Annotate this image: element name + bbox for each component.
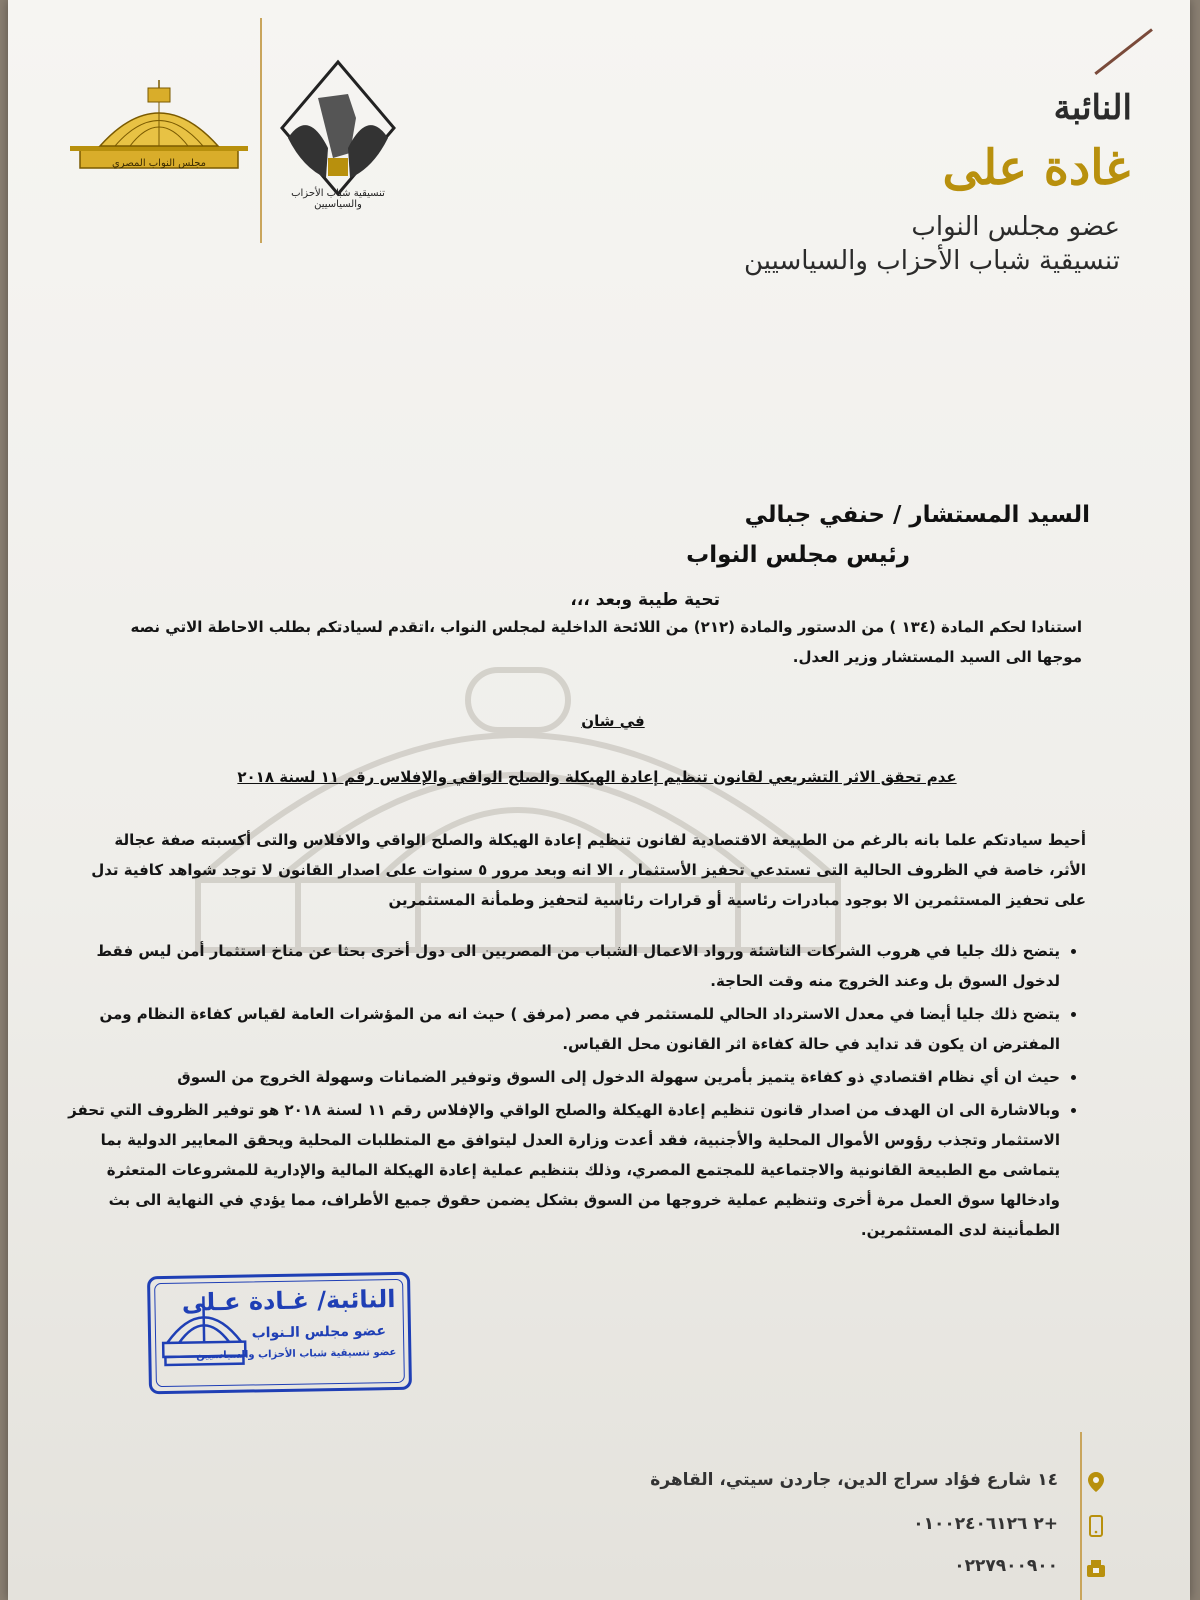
- telephone-icon: [1084, 1556, 1108, 1580]
- subject-title: عدم تحقق الاثر التشريعي لقانون تنظيم إعادة الهيكلة والصلح الواقي والإفلاس رقم ١١ لسنة ٢٠١٨: [237, 768, 957, 786]
- header-title: النائبة: [1053, 88, 1132, 128]
- organization-line: تنسيقية شباب الأحزاب والسياسيين: [744, 246, 1120, 276]
- list-item: • حيث ان أي نظام اقتصادي ذو كفاءة يتميز بأمرين سهولة الدخول إلى السوق وتوفير الضمانات وسهولة الخروج من السوق: [50, 1062, 1060, 1092]
- header-divider: [260, 18, 262, 243]
- intro-paragraph: استنادا لحكم المادة (١٣٤ ) من الدستور والمادة (٢١٢) من اللائحة الداخلية لمجلس النواب ،اتقدم لسيادتكم بطلب الاحاطة الاتي نصه موجها الى السيد المستشار وزير العدل.: [130, 618, 1082, 666]
- member-line: عضو مجلس النواب: [911, 212, 1120, 242]
- location-pin-icon: [1084, 1470, 1108, 1494]
- parliament-watermark-icon: [158, 630, 878, 980]
- recipient-line-1: السيد المستشار / حنفي جبالي: [744, 502, 1090, 528]
- youth-logo-label: تنسيقية شباب الأحزاب والسياسيين: [291, 188, 385, 210]
- footer-mobile: +٢ ٠١٠٠٢٤٠٦١٢٦: [913, 1514, 1058, 1534]
- stamp-name: النائبة/ غـادة عـلى: [181, 1284, 396, 1317]
- stamp-member-line: عضو مجلس الـنواب: [251, 1323, 387, 1342]
- youth-coordination-logo-icon: [278, 58, 398, 203]
- bullet-list: [50, 936, 1086, 1248]
- footer-address: ١٤ شارع فؤاد سراج الدين، جاردن سيتي، القاهرة: [650, 1470, 1058, 1490]
- mobile-phone-icon: [1084, 1514, 1108, 1538]
- list-item: • يتضح ذلك جليا أيضا في معدل الاسترداد الحالي للمستثمر في مصر (مرفق ) حيث انه من المؤشرات العامة لقياس كفاءة النظام ومن المفترض ان يكون قد تدايد في حالة كفاءة اثر القانون محل القياس.: [50, 999, 1060, 1059]
- subject-label: في شان: [581, 712, 645, 730]
- recipient-line-2: رئيس مجلس النواب: [686, 542, 910, 568]
- parliament-logo-label: مجلس النواب المصري: [111, 158, 207, 169]
- body-paragraph: أحيط سيادتكم علما بانه بالرغم من الطبيعة الاقتصادية لقانون تنظيم إعادة الهيكلة والصلح الواقي والافلاس والتى أكسبته صفة عجالة الأثر، خاصة في الظروف الحالية التى تستدعي تحفيز الأستثمار ، الا انه وبعد مرور ٥ سنوات على اصدار القانون لا توجد شواهد كافية تدل على تحفيز المستثمرين الا بوجود مبادرات رئاسية أو قرارات رئاسية لتحفيز وطمأنة المستثمرين: [91, 831, 1086, 909]
- list-item: • وبالاشارة الى ان الهدف من اصدار قانون تنظيم إعادة الهيكلة والصلح الواقي والإفلاس رقم ١١ لسنة ٢٠١٨ هو توفير الظروف التي تحفز الاستثمار وتجذب رؤوس الأموال المحلية والأجنبية، فقد أعدت وزارة العدل ليتوافق مع المتطلبات المحلية ويحقق المعايير الدولية بما يتماشى مع الطبيعة القانونية والاجتماعية للمجتمع المصري، وذلك بتنظيم عملية إعادة الهيكلة المالية والإدارية للمشروعات المتعثرة وادخالها سوق العمل مرة أخرى وتنظيم عملية خروجها من السوق بشكل يضمن حقوق جميع الأطراف، مما يؤدي في النهاية الى بث الطمأنينة لدى المستثمرين.: [50, 1095, 1060, 1245]
- deputy-name: غادة على: [942, 140, 1130, 196]
- official-stamp: [147, 1272, 412, 1395]
- greeting: تحية طيبة وبعد ،،،: [570, 590, 720, 610]
- footer-phone: ٠٢٢٧٩٠٠٩٠٠: [954, 1556, 1058, 1576]
- stamp-org-line: عضو تنسيقية شباب الأحزاب والسياسيين: [196, 1346, 397, 1362]
- letter-page: [8, 0, 1190, 1600]
- footer-divider: [1080, 1432, 1082, 1600]
- corner-pen-mark: [1094, 28, 1153, 75]
- list-item: • يتضح ذلك جليا في هروب الشركات الناشئة ورواد الاعمال الشباب من المصريين الى دول أخرى بحثا عن مناخ استثمار أمن ليس فقط لدخول السوق بل وعند الخروج منه وقت الحاجة.: [50, 936, 1060, 996]
